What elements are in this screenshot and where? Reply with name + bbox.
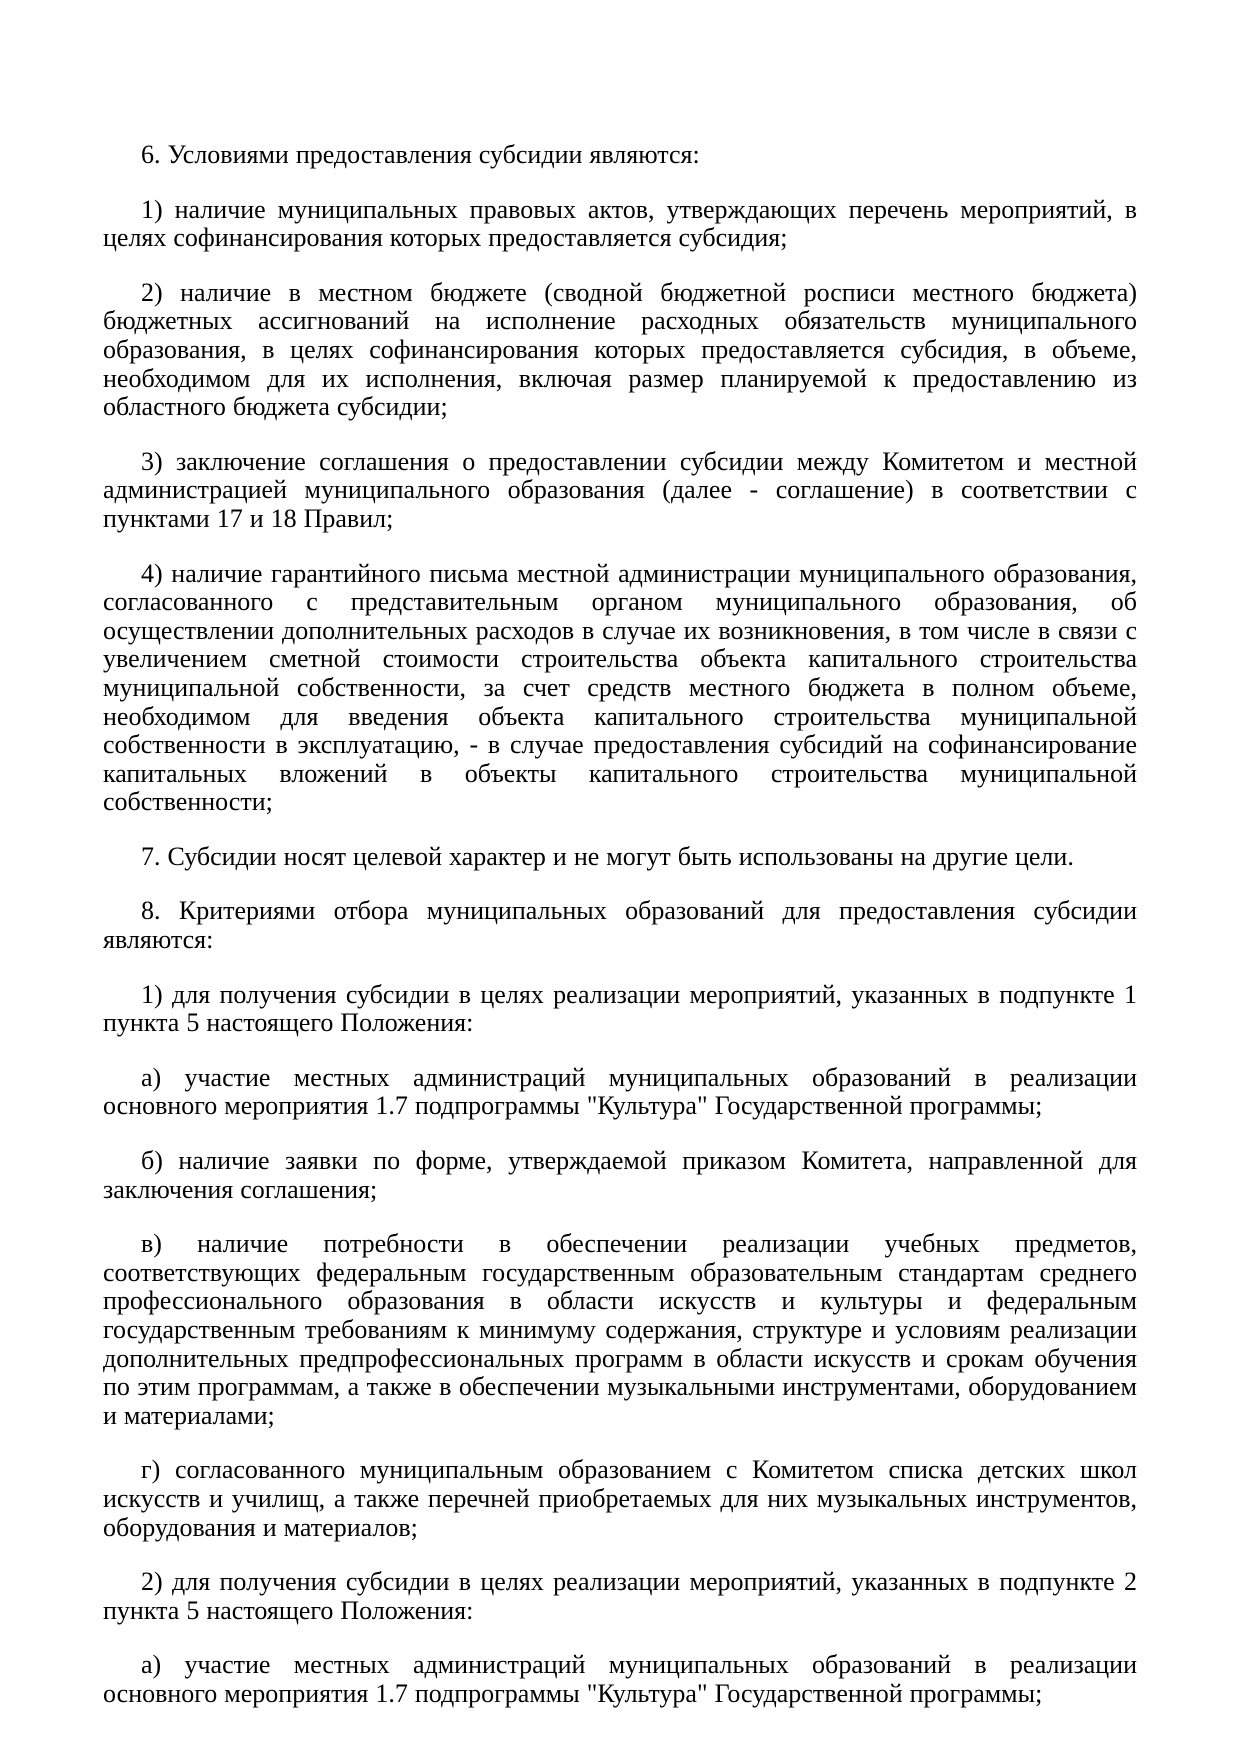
clause-6-sub-1: 1) наличие муниципальных правовых актов, утверждающих перечень мероприятий, в целях софинансирования которых предоставляется субсидия; xyxy=(103,194,1137,253)
document-body xyxy=(103,141,1137,1735)
clause-8-intro: 8. Критериями отбора муниципальных образований для предоставления субсидии являются: xyxy=(103,896,1137,955)
clause-8-sub-2-a: а) участие местных администраций муниципальных образований в реализации основного мероприятия 1.7 подпрограммы "Культура" Государственной программы; xyxy=(103,1650,1137,1708)
clause-8-sub-1-v: в) наличие потребности в обеспечении реализации учебных предметов, соответствующих федеральным государственным образовательным стандартам среднего профессионального образования в области искусств и культуры и федеральным государственным требованиям к минимуму содержания, структуре и условиям реализации дополнительных предпрофессиональных программ в области искусств и срокам обучения по этим программам, а также в обеспечении музыкальными инструментами, оборудованием и материалами; xyxy=(103,1229,1137,1430)
clause-8-sub-1-b: б) наличие заявки по форме, утверждаемой приказом Комитета, направленной для заключения соглашения; xyxy=(103,1146,1137,1204)
clause-8-sub-1-g: г) согласованного муниципальным образованием с Комитетом списка детских школ искусств и училищ, а также перечней приобретаемых для них музыкальных инструментов, оборудования и материалов; xyxy=(103,1455,1137,1542)
clause-7: 7. Субсидии носят целевой характер и не могут быть использованы на другие цели. xyxy=(141,841,1074,871)
clause-6-sub-2: 2) наличие в местном бюджете (сводной бюджетной росписи местного бюджета) бюджетных ассигнований на исполнение расходных обязательств муниципального образования, в целях софинансирования которых предоставляется субсидия, в объеме, необходимом для их исполнения, включая размер планируемой к предоставлению из областного бюджета субсидии; xyxy=(103,277,1137,422)
clause-6-intro: 6. Условиями предоставления субсидии являются: xyxy=(141,140,700,169)
clause-6-sub-3: 3) заключение соглашения о предоставлении субсидии между Комитетом и местной администрацией муниципального образования (далее - соглашение) в соответствии с пунктами 17 и 18 Правил; xyxy=(103,446,1137,533)
clause-8-sub-1: 1) для получения субсидии в целях реализации мероприятий, указанных в подпункте 1 пункта 5 настоящего Положения: xyxy=(103,979,1137,1038)
clause-6-sub-4: 4) наличие гарантийного письма местной администрации муниципального образования, согласованного с представительным органом муниципального образования, об осуществлении дополнительных расходов в случае их возникновения, в том числе в связи с увеличением сметной стоимости строительства объекта капитального строительства муниципальной собственности, за счет средств местного бюджета в полном объеме, необходимом для введения объекта капитального строительства муниципальной собственности в эксплуатацию, - в случае предоставления субсидий на софинансирование капитальных вложений в объекты капитального строительства муниципальной собственности; xyxy=(103,558,1137,817)
clause-8-sub-1-a: а) участие местных администраций муниципальных образований в реализации основного мероприятия 1.7 подпрограммы "Культура" Государственной программы; xyxy=(103,1062,1137,1121)
clause-8-sub-2: 2) для получения субсидии в целях реализации мероприятий, указанных в подпункте 2 пункта 5 настоящего Положения: xyxy=(103,1567,1137,1625)
